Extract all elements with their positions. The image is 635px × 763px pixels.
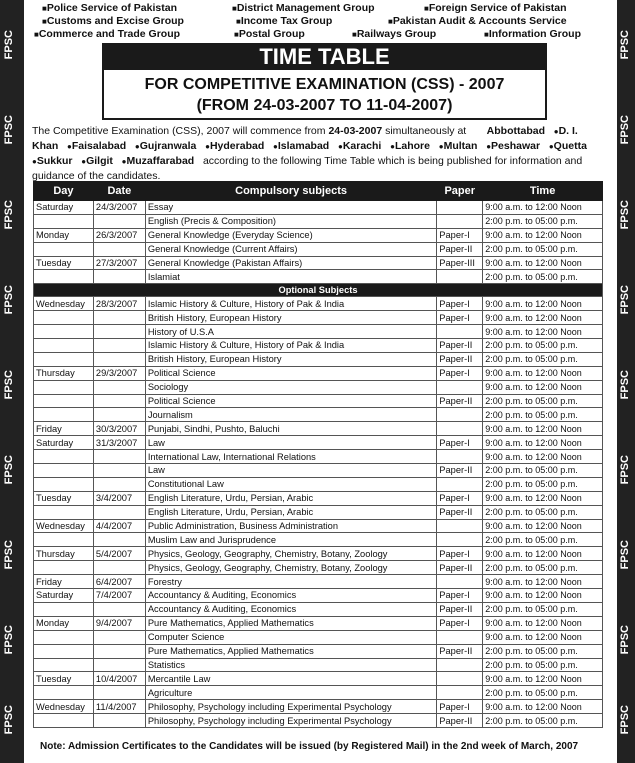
paper-cell xyxy=(437,575,483,589)
subject-cell: Punjabi, Sindhi, Pushto, Baluchi xyxy=(145,422,436,436)
table-row xyxy=(34,616,603,630)
date-cell xyxy=(93,714,145,728)
subject-cell: Sociology xyxy=(145,380,436,394)
table-row xyxy=(34,672,603,686)
intro-text: Time Table which is being published for information and guidance of the candidates. xyxy=(32,155,583,182)
fpsc-label: FPSC xyxy=(619,625,631,655)
intro-text: The Competitive Examination (CSS), 2007 will commence from xyxy=(32,125,326,137)
table-row xyxy=(34,491,603,505)
paper-cell xyxy=(437,658,483,672)
service-item: ■ Police Service of Pakistan xyxy=(42,2,177,14)
time-cell: 9:00 a.m. to 12:00 Noon xyxy=(483,589,603,603)
time-cell: 2:00 p.m. to 05:00 p.m. xyxy=(483,658,603,672)
subject-cell: General Knowledge (Everyday Science) xyxy=(145,228,436,242)
day-cell xyxy=(34,214,94,228)
city-name: ● Gujranwala xyxy=(135,140,196,152)
day-cell xyxy=(34,505,94,519)
fpsc-label: FPSC xyxy=(3,455,15,485)
subject-cell: English Literature, Urdu, Persian, Arabic xyxy=(145,491,436,505)
day-cell xyxy=(34,630,94,644)
paper-cell xyxy=(437,408,483,422)
paper-cell: Paper-II xyxy=(437,242,483,256)
table-row xyxy=(34,297,603,311)
subject-cell: Constitutional Law xyxy=(145,477,436,491)
date-cell xyxy=(93,408,145,422)
day-cell: Wednesday xyxy=(34,700,94,714)
subject-cell: History of U.S.A xyxy=(145,325,436,339)
day-cell: Monday xyxy=(34,616,94,630)
date-cell xyxy=(93,630,145,644)
time-cell: 2:00 p.m. to 05:00 p.m. xyxy=(483,394,603,408)
paper-cell xyxy=(437,672,483,686)
fpsc-label: FPSC xyxy=(619,455,631,485)
intro-start-date: 24-03-2007 xyxy=(328,125,383,137)
table-row xyxy=(34,394,603,408)
title-box xyxy=(102,70,547,120)
date-cell xyxy=(93,686,145,700)
date-cell xyxy=(93,214,145,228)
time-cell: 2:00 p.m. to 05:00 p.m. xyxy=(483,505,603,519)
subject-cell: Law xyxy=(145,436,436,450)
service-item: ■ Foreign Service of Pakistan xyxy=(424,2,567,14)
city-name: ● Gilgit xyxy=(81,155,113,167)
date-cell xyxy=(93,533,145,547)
table-row xyxy=(34,547,603,561)
page-title: TIME TABLE xyxy=(102,43,547,70)
fpsc-label: FPSC xyxy=(3,370,15,400)
service-item: ■ Postal Group xyxy=(234,28,305,40)
table-row xyxy=(34,242,603,256)
fpsc-label: FPSC xyxy=(3,540,15,570)
subject-cell: Islamic History & Culture, History of Pak & India xyxy=(145,339,436,353)
time-cell: 9:00 a.m. to 12:00 Noon xyxy=(483,575,603,589)
subject-cell: Public Administration, Business Administration xyxy=(145,519,436,533)
date-cell: 7/4/2007 xyxy=(93,589,145,603)
table-row xyxy=(34,450,603,464)
services-list xyxy=(34,2,594,40)
subject-cell: General Knowledge (Current Affairs) xyxy=(145,242,436,256)
intro-text: according to the following xyxy=(202,155,322,167)
subject-cell: Law xyxy=(145,464,436,478)
date-cell: 24/3/2007 xyxy=(93,201,145,215)
subject-cell: Journalism xyxy=(145,408,436,422)
day-cell: Tuesday xyxy=(34,672,94,686)
table-row xyxy=(34,270,603,284)
day-cell: Friday xyxy=(34,422,94,436)
day-cell xyxy=(34,644,94,658)
time-cell: 9:00 a.m. to 12:00 Noon xyxy=(483,672,603,686)
subject-cell: British History, European History xyxy=(145,311,436,325)
time-cell: 9:00 a.m. to 12:00 Noon xyxy=(483,256,603,270)
city-name: ● Quetta xyxy=(549,140,587,152)
date-cell xyxy=(93,311,145,325)
header-day: Day xyxy=(34,182,94,201)
paper-cell xyxy=(437,270,483,284)
time-cell: 9:00 a.m. to 12:00 Noon xyxy=(483,450,603,464)
table-row xyxy=(34,589,603,603)
table-row xyxy=(34,352,603,366)
paper-cell: Paper-I xyxy=(437,616,483,630)
date-cell: 31/3/2007 xyxy=(93,436,145,450)
date-cell xyxy=(93,325,145,339)
exam-date-range: (FROM 24-03-2007 TO 11-04-2007) xyxy=(196,97,453,114)
paper-cell: Paper-II xyxy=(437,602,483,616)
time-cell: 2:00 p.m. to 05:00 p.m. xyxy=(483,408,603,422)
city-name: ● Faisalabad xyxy=(67,140,126,152)
table-row xyxy=(34,366,603,380)
city-name: ● Peshawar xyxy=(486,140,540,152)
date-cell xyxy=(93,644,145,658)
paper-cell xyxy=(437,422,483,436)
subject-cell: International Law, International Relations xyxy=(145,450,436,464)
paper-cell: Paper-I xyxy=(437,547,483,561)
time-cell: 9:00 a.m. to 12:00 Noon xyxy=(483,630,603,644)
time-cell: 9:00 a.m. to 12:00 Noon xyxy=(483,547,603,561)
table-row xyxy=(34,201,603,215)
table-row xyxy=(34,256,603,270)
date-cell: 10/4/2007 xyxy=(93,672,145,686)
city-name: ● Sukkur xyxy=(32,155,72,167)
day-cell: Saturday xyxy=(34,436,94,450)
fpsc-label: FPSC xyxy=(619,115,631,145)
date-cell xyxy=(93,339,145,353)
day-cell: Saturday xyxy=(34,201,94,215)
day-cell xyxy=(34,477,94,491)
subject-cell: Islamic History & Culture, History of Pak & India xyxy=(145,297,436,311)
service-item: ■ Customs and Excise Group xyxy=(42,15,184,27)
table-row xyxy=(34,602,603,616)
paper-cell: Paper-I xyxy=(437,589,483,603)
time-cell: 9:00 a.m. to 12:00 Noon xyxy=(483,519,603,533)
time-cell: 2:00 p.m. to 05:00 p.m. xyxy=(483,533,603,547)
day-cell xyxy=(34,339,94,353)
table-row xyxy=(34,561,603,575)
day-cell: Monday xyxy=(34,228,94,242)
table-row xyxy=(34,325,603,339)
time-cell: 2:00 p.m. to 05:00 p.m. xyxy=(483,714,603,728)
paper-cell: Paper-I xyxy=(437,228,483,242)
paper-cell xyxy=(437,630,483,644)
date-cell: 4/4/2007 xyxy=(93,519,145,533)
subject-cell: Accountancy & Auditing, Economics xyxy=(145,602,436,616)
subject-cell: British History, European History xyxy=(145,352,436,366)
table-row xyxy=(34,422,603,436)
time-cell: 9:00 a.m. to 12:00 Noon xyxy=(483,311,603,325)
time-cell: 9:00 a.m. to 12:00 Noon xyxy=(483,201,603,215)
time-cell: 9:00 a.m. to 12:00 Noon xyxy=(483,491,603,505)
table-row xyxy=(34,533,603,547)
fpsc-label: FPSC xyxy=(619,285,631,315)
fpsc-label: FPSC xyxy=(619,30,631,60)
fpsc-label: FPSC xyxy=(3,115,15,145)
date-cell xyxy=(93,352,145,366)
time-cell: 2:00 p.m. to 05:00 p.m. xyxy=(483,339,603,353)
day-cell: Saturday xyxy=(34,589,94,603)
paper-cell xyxy=(437,201,483,215)
date-cell: 6/4/2007 xyxy=(93,575,145,589)
day-cell xyxy=(34,408,94,422)
day-cell xyxy=(34,450,94,464)
day-cell xyxy=(34,533,94,547)
day-cell: Thursday xyxy=(34,547,94,561)
time-cell: 9:00 a.m. to 12:00 Noon xyxy=(483,436,603,450)
fpsc-label: FPSC xyxy=(619,540,631,570)
table-row xyxy=(34,436,603,450)
paper-cell xyxy=(437,325,483,339)
paper-cell: Paper-I xyxy=(437,297,483,311)
date-cell: 29/3/2007 xyxy=(93,366,145,380)
header-subjects: Compulsory subjects xyxy=(145,182,436,201)
day-cell: Wednesday xyxy=(34,297,94,311)
intro-text: simultaneously at xyxy=(385,125,484,137)
paper-cell: Paper-II xyxy=(437,464,483,478)
table-row xyxy=(34,380,603,394)
table-row xyxy=(34,700,603,714)
time-cell: 2:00 p.m. to 05:00 p.m. xyxy=(483,270,603,284)
table-row xyxy=(34,311,603,325)
city-name: Abbottabad xyxy=(486,125,545,137)
table-row xyxy=(34,575,603,589)
paper-cell xyxy=(437,533,483,547)
day-cell xyxy=(34,242,94,256)
subject-cell: General Knowledge (Pakistan Affairs) xyxy=(145,256,436,270)
city-name: ● Muzaffarabad xyxy=(122,155,195,167)
day-cell xyxy=(34,380,94,394)
date-cell: 30/3/2007 xyxy=(93,422,145,436)
optional-subjects-label: Optional Subjects xyxy=(34,284,603,297)
day-cell xyxy=(34,602,94,616)
fpsc-label: FPSC xyxy=(619,370,631,400)
table-header-row xyxy=(34,182,603,201)
paper-cell: Paper-I xyxy=(437,366,483,380)
service-item: ■ Commerce and Trade Group xyxy=(34,28,180,40)
time-cell: 9:00 a.m. to 12:00 Noon xyxy=(483,325,603,339)
service-item: ■ Pakistan Audit & Accounts Service xyxy=(388,15,567,27)
time-cell: 2:00 p.m. to 05:00 p.m. xyxy=(483,602,603,616)
date-cell: 11/4/2007 xyxy=(93,700,145,714)
time-cell: 2:00 p.m. to 05:00 p.m. xyxy=(483,214,603,228)
paper-cell: Paper-I xyxy=(437,491,483,505)
subject-cell: English Literature, Urdu, Persian, Arabic xyxy=(145,505,436,519)
optional-subjects-row xyxy=(34,284,603,297)
fpsc-label: FPSC xyxy=(619,200,631,230)
admission-note: Note: Admission Certificates to the Candidates will be issued (by Registered Mail) in the 2nd week of March, 2007 xyxy=(40,741,579,752)
table-row xyxy=(34,714,603,728)
subject-cell: Accountancy & Auditing, Economics xyxy=(145,589,436,603)
subject-cell: Physics, Geology, Geography, Chemistry, Botany, Zoology xyxy=(145,561,436,575)
subject-cell: Agriculture xyxy=(145,686,436,700)
day-cell xyxy=(34,325,94,339)
fpsc-label: FPSC xyxy=(3,625,15,655)
paper-cell xyxy=(437,214,483,228)
day-cell xyxy=(34,561,94,575)
city-name: ● Hyderabad xyxy=(205,140,264,152)
day-cell: Tuesday xyxy=(34,256,94,270)
paper-cell: Paper-I xyxy=(437,436,483,450)
table-row xyxy=(34,214,603,228)
paper-cell: Paper-I xyxy=(437,700,483,714)
subject-cell: Pure Mathematics, Applied Mathematics xyxy=(145,644,436,658)
table-row xyxy=(34,630,603,644)
date-cell xyxy=(93,394,145,408)
table-row xyxy=(34,505,603,519)
exam-subtitle: FOR COMPETITIVE EXAMINATION (CSS) - 2007 xyxy=(144,76,505,93)
time-cell: 9:00 a.m. to 12:00 Noon xyxy=(483,297,603,311)
date-cell xyxy=(93,505,145,519)
service-item: ■ District Management Group xyxy=(232,2,375,14)
day-cell xyxy=(34,270,94,284)
time-table xyxy=(33,181,603,728)
time-cell: 9:00 a.m. to 12:00 Noon xyxy=(483,228,603,242)
subject-cell: Statistics xyxy=(145,658,436,672)
day-cell xyxy=(34,714,94,728)
date-cell xyxy=(93,602,145,616)
paper-cell: Paper-II xyxy=(437,394,483,408)
time-cell: 9:00 a.m. to 12:00 Noon xyxy=(483,380,603,394)
fpsc-label: FPSC xyxy=(619,705,631,735)
subject-cell: Essay xyxy=(145,201,436,215)
subject-cell: Philosophy, Psychology including Experimental Psychology xyxy=(145,714,436,728)
subject-cell: Pure Mathematics, Applied Mathematics xyxy=(145,616,436,630)
paper-cell: Paper-II xyxy=(437,339,483,353)
paper-cell: Paper-I xyxy=(437,311,483,325)
table-row xyxy=(34,519,603,533)
subject-cell: Philosophy, Psychology including Experimental Psychology xyxy=(145,700,436,714)
city-name: ● D. I. Khan xyxy=(32,125,578,152)
paper-cell: Paper-II xyxy=(437,561,483,575)
paper-cell: Paper-III xyxy=(437,256,483,270)
paper-cell xyxy=(437,380,483,394)
day-cell xyxy=(34,352,94,366)
paper-cell xyxy=(437,519,483,533)
intro-paragraph xyxy=(32,124,602,183)
date-cell: 27/3/2007 xyxy=(93,256,145,270)
fpsc-label: FPSC xyxy=(3,30,15,60)
day-cell xyxy=(34,311,94,325)
city-name: ● Islamabad xyxy=(273,140,329,152)
date-cell xyxy=(93,477,145,491)
paper-cell: Paper-II xyxy=(437,505,483,519)
date-cell xyxy=(93,242,145,256)
service-item: ■ Income Tax Group xyxy=(236,15,332,27)
table-row xyxy=(34,686,603,700)
day-cell: Tuesday xyxy=(34,491,94,505)
paper-cell xyxy=(437,477,483,491)
day-cell xyxy=(34,464,94,478)
date-cell: 28/3/2007 xyxy=(93,297,145,311)
fpsc-label: FPSC xyxy=(3,200,15,230)
day-cell xyxy=(34,686,94,700)
date-cell: 26/3/2007 xyxy=(93,228,145,242)
subject-cell: English (Precis & Composition) xyxy=(145,214,436,228)
table-row xyxy=(34,228,603,242)
date-cell xyxy=(93,561,145,575)
service-item: ■ Railways Group xyxy=(352,28,436,40)
date-cell xyxy=(93,658,145,672)
left-fpsc-strip xyxy=(0,0,24,763)
subject-cell: Political Science xyxy=(145,366,436,380)
day-cell: Wednesday xyxy=(34,519,94,533)
date-cell: 9/4/2007 xyxy=(93,616,145,630)
day-cell: Friday xyxy=(34,575,94,589)
paper-cell: Paper-II xyxy=(437,352,483,366)
date-cell xyxy=(93,464,145,478)
subject-cell: Physics, Geology, Geography, Chemistry, Botany, Zoology xyxy=(145,547,436,561)
time-cell: 9:00 a.m. to 12:00 Noon xyxy=(483,422,603,436)
subject-cell: Muslim Law and Jurisprudence xyxy=(145,533,436,547)
fpsc-label: FPSC xyxy=(3,705,15,735)
paper-cell xyxy=(437,686,483,700)
city-name: ● Multan xyxy=(439,140,478,152)
time-cell: 2:00 p.m. to 05:00 p.m. xyxy=(483,464,603,478)
table-row xyxy=(34,477,603,491)
header-paper: Paper xyxy=(437,182,483,201)
date-cell xyxy=(93,450,145,464)
header-date: Date xyxy=(93,182,145,201)
fpsc-label: FPSC xyxy=(3,285,15,315)
table-row xyxy=(34,408,603,422)
date-cell xyxy=(93,380,145,394)
day-cell xyxy=(34,394,94,408)
time-cell: 9:00 a.m. to 12:00 Noon xyxy=(483,366,603,380)
day-cell: Thursday xyxy=(34,366,94,380)
right-fpsc-strip xyxy=(617,0,635,763)
time-cell: 2:00 p.m. to 05:00 p.m. xyxy=(483,242,603,256)
paper-cell: Paper-II xyxy=(437,714,483,728)
time-cell: 2:00 p.m. to 05:00 p.m. xyxy=(483,644,603,658)
subject-cell: Forestry xyxy=(145,575,436,589)
city-name: ● Karachi xyxy=(338,140,381,152)
service-item: ■ Information Group xyxy=(484,28,581,40)
subject-cell: Political Science xyxy=(145,394,436,408)
time-cell: 9:00 a.m. to 12:00 Noon xyxy=(483,700,603,714)
paper-cell xyxy=(437,450,483,464)
time-cell: 2:00 p.m. to 05:00 p.m. xyxy=(483,686,603,700)
header-time: Time xyxy=(483,182,603,201)
time-cell: 2:00 p.m. to 05:00 p.m. xyxy=(483,352,603,366)
paper-cell: Paper-II xyxy=(437,644,483,658)
table-row xyxy=(34,644,603,658)
subject-cell: Computer Science xyxy=(145,630,436,644)
table-row xyxy=(34,339,603,353)
date-cell: 3/4/2007 xyxy=(93,491,145,505)
table-row xyxy=(34,658,603,672)
time-cell: 2:00 p.m. to 05:00 p.m. xyxy=(483,561,603,575)
date-cell xyxy=(93,270,145,284)
table-row xyxy=(34,464,603,478)
city-name: ● Lahore xyxy=(390,140,430,152)
subject-cell: Mercantile Law xyxy=(145,672,436,686)
subject-cell: Islamiat xyxy=(145,270,436,284)
time-cell: 2:00 p.m. to 05:00 p.m. xyxy=(483,477,603,491)
day-cell xyxy=(34,658,94,672)
date-cell: 5/4/2007 xyxy=(93,547,145,561)
time-cell: 9:00 a.m. to 12:00 Noon xyxy=(483,616,603,630)
